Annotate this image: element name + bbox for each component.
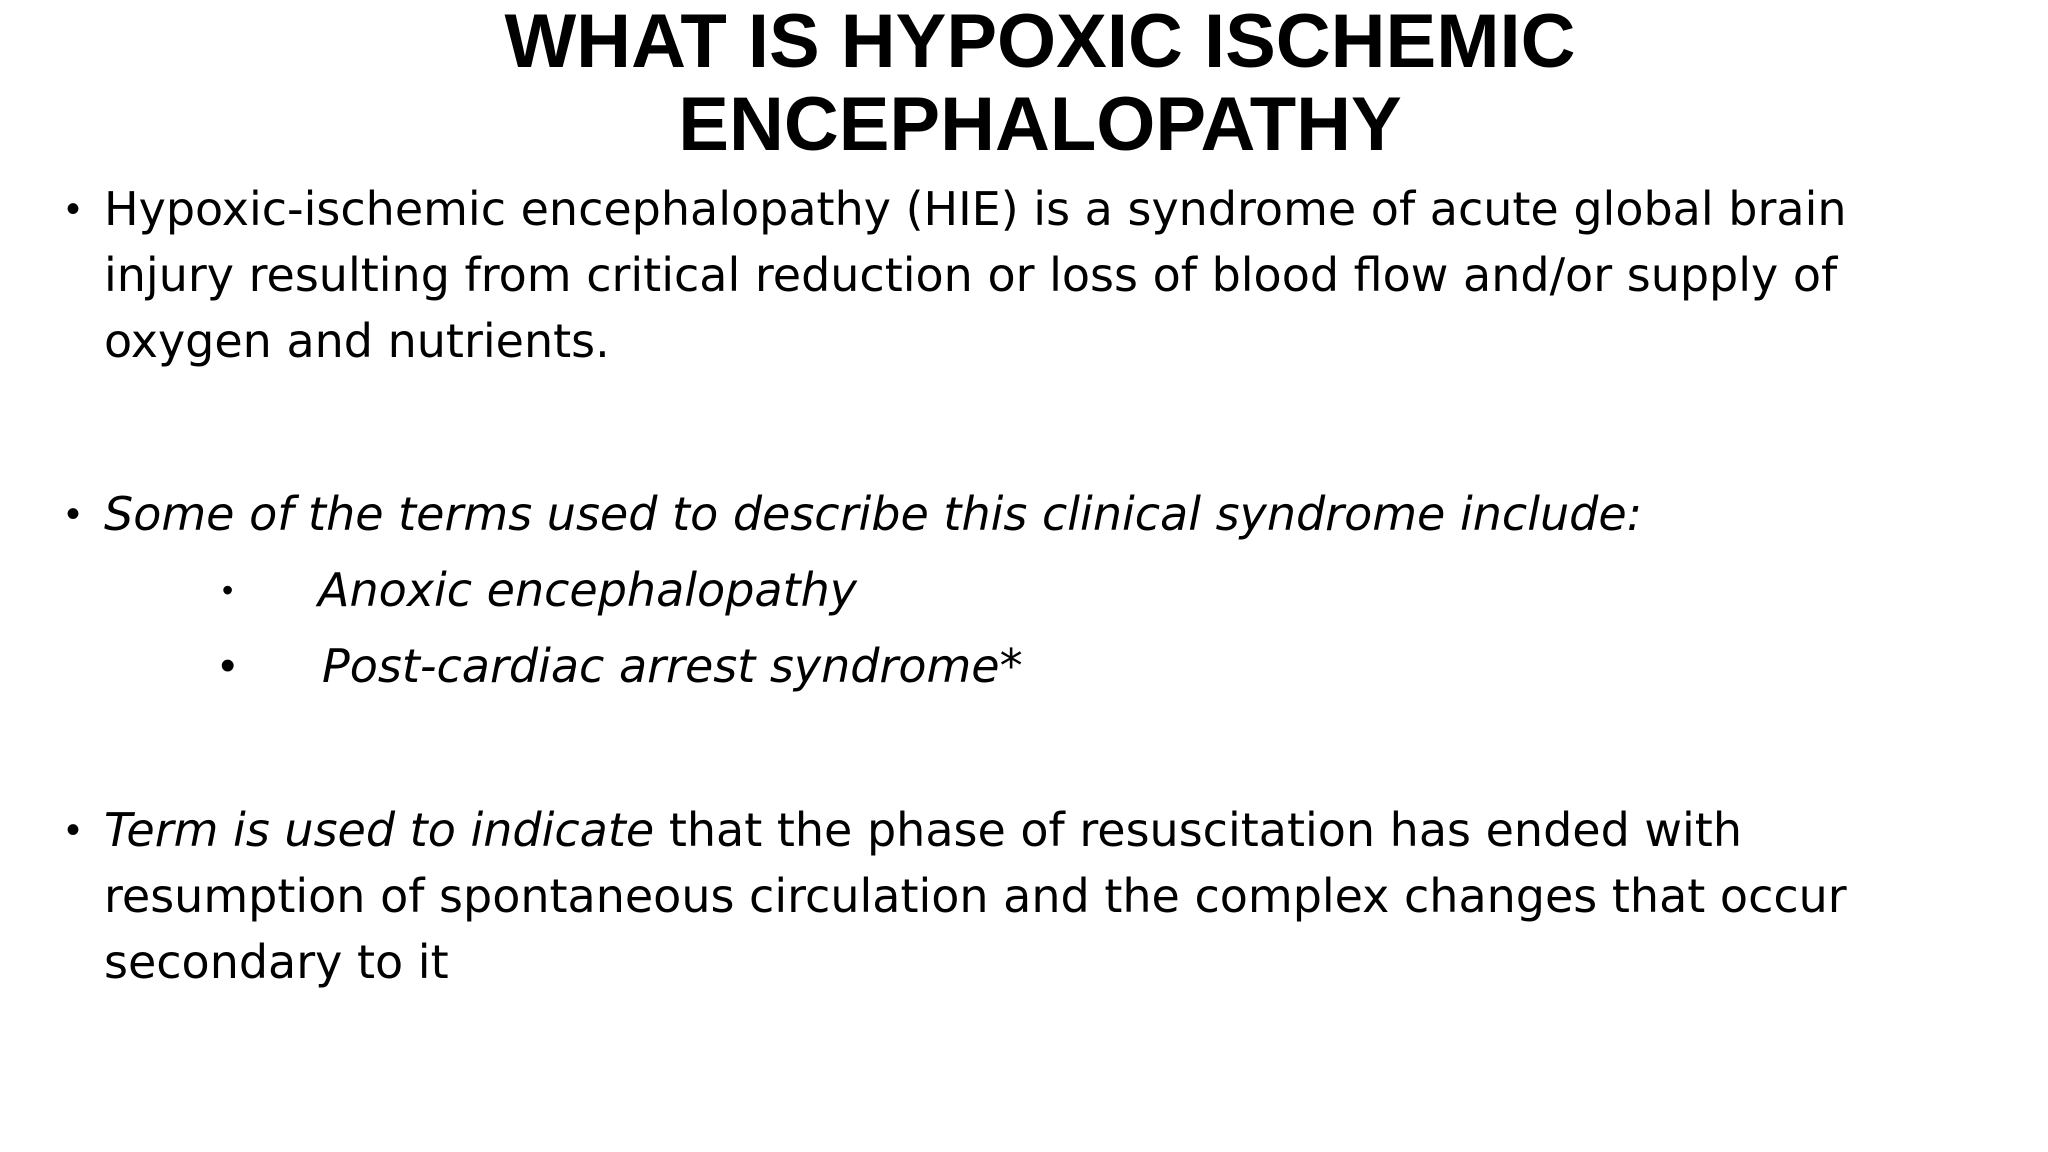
bullet-line: resumption of spontaneous circulation and the complex changes that occur [104,869,1847,923]
bullet-line: secondary to it [104,935,449,989]
bullet-marker: • [66,187,81,231]
title-line-2: ENCEPHALOPATHY [678,82,1402,167]
bullet-line [104,797,2004,863]
title-line-1: WHAT IS HYPOXIC ISCHEMIC [504,0,1576,84]
bullet-line: oxygen and nutrients. [104,314,610,368]
bullet-line: Hypoxic-ischemic encephalopathy (HIE) is a syndrome of acute global brain [104,182,1847,236]
sub-bullet-marker: • [220,641,236,690]
sub-bullet-marker: • [222,572,234,608]
italic-lead: Term is used to indicate [104,803,655,857]
slide-title [0,0,2048,166]
bullet-line: injury resulting from critical reduction or loss of blood flow and/or supply of [104,248,1838,302]
sub-item-post-cardiac-arrest: Post-cardiac arrest syndrome* [322,639,1023,693]
bullet-definition-text [104,176,2004,374]
bullet-marker: • [66,808,81,852]
bullet-marker: • [66,492,81,536]
bullet-terms-text [104,481,2004,547]
bullet-term-usage-text [104,797,2004,995]
bullet-line: Some of the terms used to describe this clinical syndrome include: [104,487,1643,541]
sub-item-anoxic-encephalopathy: Anoxic encephalopathy [318,563,857,617]
line-rest: that the phase of resuscitation has ended with [654,803,1742,857]
